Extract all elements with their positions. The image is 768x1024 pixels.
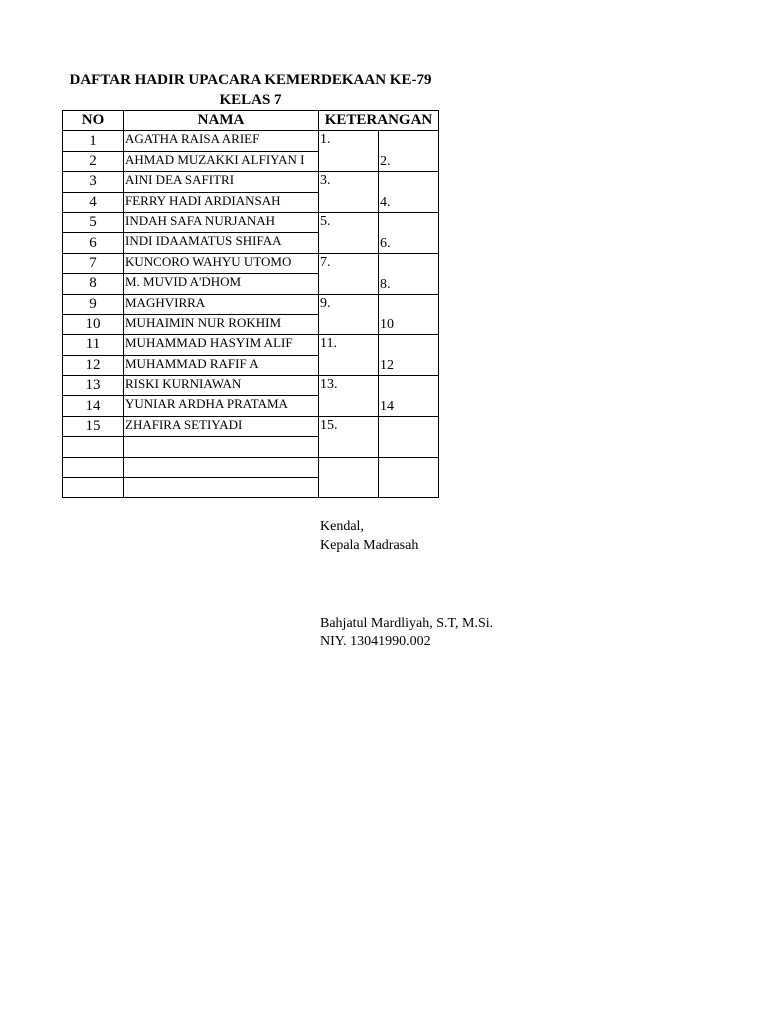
table-row [63,335,439,355]
student-name: YUNIAR ARDHA PRATAMA [124,396,319,416]
keterangan-right: 2. [379,131,439,172]
student-name [124,478,319,498]
keterangan-left: 9. [319,294,379,335]
row-number: 12 [63,355,124,375]
table-row [63,457,439,477]
table-row [63,212,439,232]
student-name: MUHAIMIN NUR ROKHIM [124,314,319,334]
student-name: INDAH SAFA NURJANAH [124,212,319,232]
student-name: MAGHVIRRA [124,294,319,314]
keterangan-right: 8. [379,253,439,294]
student-name: AGATHA RAISA ARIEF [124,131,319,151]
keterangan-right: 4. [379,172,439,213]
keterangan-left [319,457,379,498]
keterangan-left: 3. [319,172,379,213]
row-number: 6 [63,233,124,253]
row-number: 3 [63,172,124,192]
header-no: NO [63,111,124,131]
row-number: 13 [63,376,124,396]
student-name: MUHAMMAD HASYIM ALIF [124,335,319,355]
row-number: 2 [63,151,124,171]
student-name: FERRY HADI ARDIANSAH [124,192,319,212]
keterangan-left: 1. [319,131,379,172]
header-nama: NAMA [124,111,319,131]
class-subtitle: KELAS 7 [219,92,282,108]
row-number [63,478,124,498]
row-number [63,457,124,477]
table-row [63,416,439,436]
keterangan-left: 5. [319,212,379,253]
keterangan-left: 13. [319,376,379,417]
table-row [63,172,439,192]
signature-place: Kendal, [320,519,364,534]
keterangan-right [379,416,439,457]
attendance-table [62,110,439,498]
student-name [124,457,319,477]
document-title: DAFTAR HADIR UPACARA KEMERDEKAAN KE-79 [69,72,432,88]
table-row [63,376,439,396]
signature-name: Bahjatul Mardliyah, S.T, M.Si. [320,616,494,631]
student-name: INDI IDAAMATUS SHIFAA [124,233,319,253]
keterangan-left: 11. [319,335,379,376]
row-number: 7 [63,253,124,273]
row-number: 4 [63,192,124,212]
student-name: AINI DEA SAFITRI [124,172,319,192]
keterangan-right [379,457,439,498]
row-number: 10 [63,314,124,334]
student-name: ZHAFIRA SETIYADI [124,416,319,436]
row-number: 5 [63,212,124,232]
keterangan-right: 14 [379,376,439,417]
student-name: AHMAD MUZAKKI ALFIYAN I [124,151,319,171]
keterangan-right: 10 [379,294,439,335]
row-number: 1 [63,131,124,151]
row-number: 14 [63,396,124,416]
keterangan-right: 6. [379,212,439,253]
table-header-row [63,111,439,131]
table-row [63,294,439,314]
keterangan-left: 15. [319,416,379,457]
row-number: 8 [63,274,124,294]
student-name: KUNCORO WAHYU UTOMO [124,253,319,273]
table-row [63,131,439,151]
table-row [63,253,439,273]
student-name: M. MUVID A'DHOM [124,274,319,294]
header-keterangan: KETERANGAN [319,111,439,131]
row-number: 11 [63,335,124,355]
student-name: RISKI KURNIAWAN [124,376,319,396]
row-number: 9 [63,294,124,314]
student-name: MUHAMMAD RAFIF A [124,355,319,375]
signature-id: NIY. 13041990.002 [320,634,431,649]
signature-role: Kepala Madrasah [320,538,419,553]
student-name [124,437,319,457]
keterangan-right: 12 [379,335,439,376]
row-number [63,437,124,457]
keterangan-left: 7. [319,253,379,294]
row-number: 15 [63,416,124,436]
